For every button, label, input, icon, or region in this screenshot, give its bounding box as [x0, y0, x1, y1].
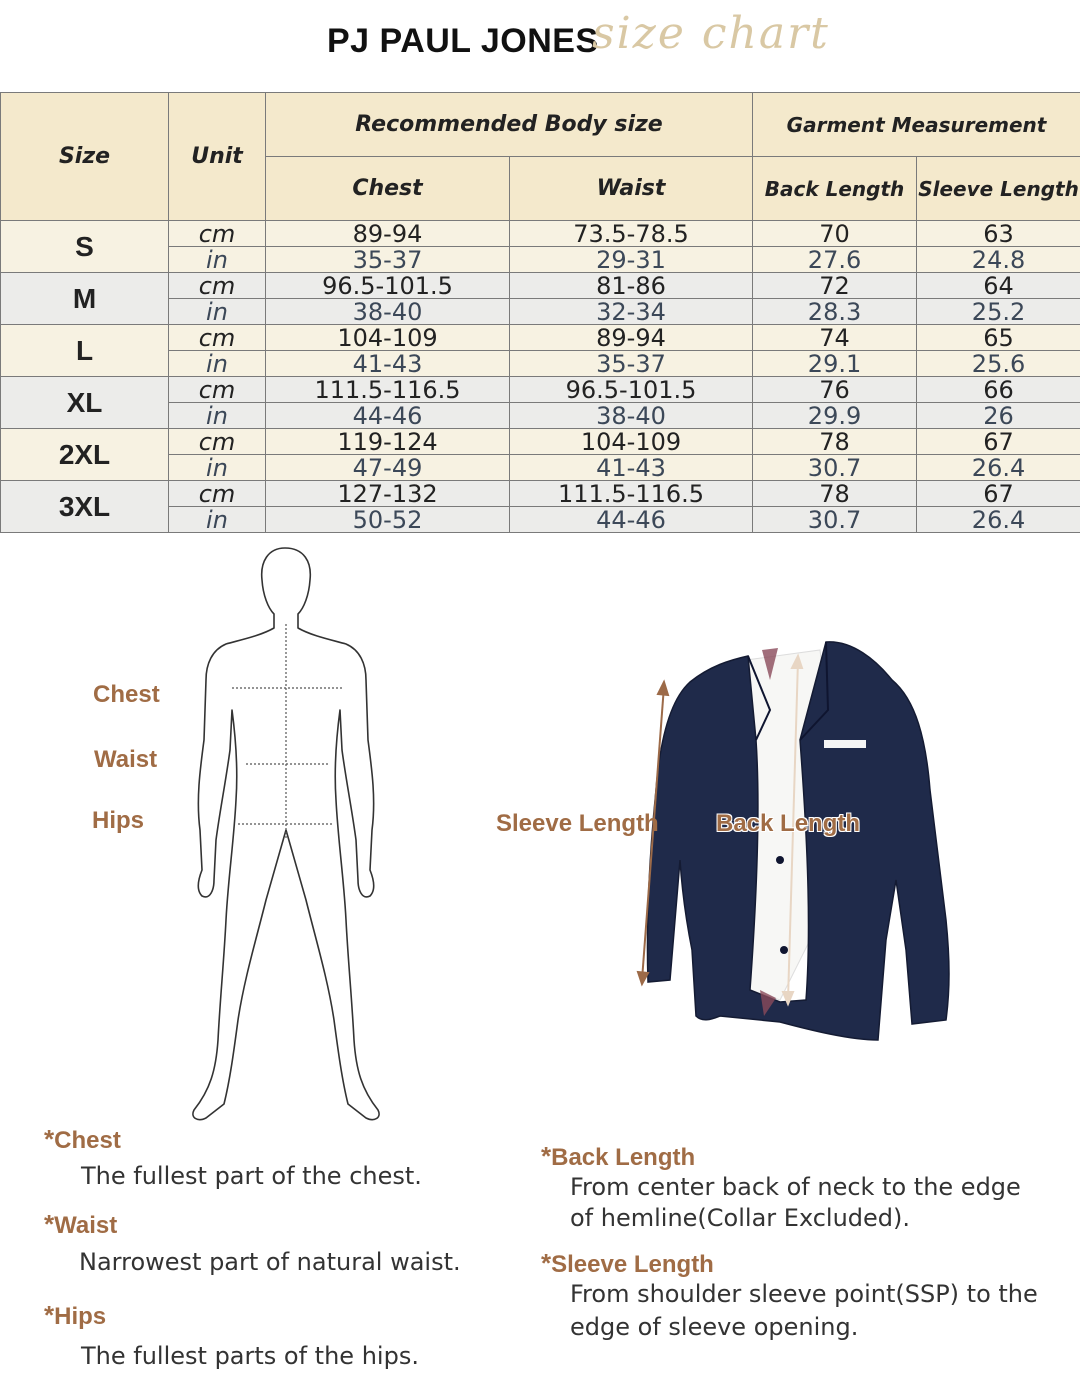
table-row — [1, 481, 1080, 507]
unit-cell: cm — [169, 221, 266, 247]
size-chart-script-title: size chart — [592, 8, 830, 59]
sleeve-length-cell: 66 — [917, 377, 1080, 403]
sleeve-length-cell: 67 — [917, 429, 1080, 455]
sleeve-length-cell: 25.6 — [917, 351, 1080, 377]
note-sleeve-length-title: *Sleeve Length — [541, 1248, 714, 1278]
unit-cell: cm — [169, 325, 266, 351]
unit-cell: in — [169, 403, 266, 429]
unit-cell: in — [169, 351, 266, 377]
waist-cell: 29-31 — [510, 247, 753, 273]
star-icon: * — [541, 1141, 552, 1171]
note-back-length-title: *Back Length — [541, 1141, 696, 1171]
sleeve-length-cell: 26 — [917, 403, 1080, 429]
back-length-cell: 28.3 — [753, 299, 917, 325]
chest-cell: 119-124 — [266, 429, 510, 455]
size-table — [0, 92, 1080, 533]
header-waist: Waist — [510, 157, 753, 221]
back-length-cell: 30.7 — [753, 455, 917, 481]
chest-cell: 38-40 — [266, 299, 510, 325]
waist-cell: 41-43 — [510, 455, 753, 481]
back-length-cell: 74 — [753, 325, 917, 351]
sleeve-length-cell: 67 — [917, 481, 1080, 507]
back-length-cell: 29.1 — [753, 351, 917, 377]
note-waist-title: *Waist — [44, 1209, 118, 1239]
back-length-cell: 78 — [753, 481, 917, 507]
body-label-chest: Chest — [93, 681, 160, 708]
sleeve-length-cell: 24.8 — [917, 247, 1080, 273]
back-length-cell: 27.6 — [753, 247, 917, 273]
star-icon: * — [44, 1300, 55, 1330]
waist-cell: 81-86 — [510, 273, 753, 299]
sleeve-length-cell: 65 — [917, 325, 1080, 351]
jacket-label-back-length: Back Length — [716, 810, 861, 837]
note-back-length-line2: of hemline(Collar Excluded). — [570, 1204, 911, 1232]
chest-cell: 50-52 — [266, 507, 510, 533]
star-icon: * — [44, 1209, 55, 1239]
back-length-cell: 29.9 — [753, 403, 917, 429]
table-row — [1, 273, 1080, 299]
note-back-length-line1: From center back of neck to the edge — [570, 1173, 1021, 1201]
chest-cell: 47-49 — [266, 455, 510, 481]
chest-cell: 89-94 — [266, 221, 510, 247]
note-chest-text: The fullest part of the chest. — [81, 1162, 422, 1190]
body-outline-figure — [180, 540, 410, 1130]
header-back-length: Back Length — [753, 157, 917, 221]
waist-cell: 89-94 — [510, 325, 753, 351]
note-waist-text: Narrowest part of natural waist. — [79, 1248, 461, 1276]
table-row — [1, 325, 1080, 351]
size-label: S — [1, 221, 169, 273]
brand-name: PJ PAUL JONES — [327, 22, 599, 60]
back-length-cell: 76 — [753, 377, 917, 403]
back-length-cell: 78 — [753, 429, 917, 455]
unit-cell: in — [169, 507, 266, 533]
unit-cell: in — [169, 455, 266, 481]
note-sleeve-length-line1: From shoulder sleeve point(SSP) to the — [570, 1280, 1038, 1308]
back-length-cell: 72 — [753, 273, 917, 299]
header-garment-measurement: Garment Measurement — [753, 93, 1080, 157]
waist-cell: 96.5-101.5 — [510, 377, 753, 403]
header-unit: Unit — [169, 93, 266, 221]
chest-cell: 41-43 — [266, 351, 510, 377]
sleeve-length-cell: 63 — [917, 221, 1080, 247]
note-chest-title: *Chest — [44, 1124, 121, 1154]
size-label: M — [1, 273, 169, 325]
size-label: 2XL — [1, 429, 169, 481]
waist-cell: 73.5-78.5 — [510, 221, 753, 247]
unit-cell: in — [169, 299, 266, 325]
title-area — [0, 0, 1080, 92]
header-sleeve-length: Sleeve Length — [917, 157, 1080, 221]
waist-cell: 104-109 — [510, 429, 753, 455]
chest-cell: 44-46 — [266, 403, 510, 429]
unit-cell: cm — [169, 273, 266, 299]
star-icon: * — [541, 1248, 552, 1278]
unit-cell: cm — [169, 481, 266, 507]
waist-cell: 44-46 — [510, 507, 753, 533]
chest-cell: 96.5-101.5 — [266, 273, 510, 299]
header-recommended-body-size: Recommended Body size — [266, 93, 753, 157]
unit-cell: cm — [169, 377, 266, 403]
header-size: Size — [1, 93, 169, 221]
size-label: L — [1, 325, 169, 377]
back-length-cell: 30.7 — [753, 507, 917, 533]
unit-cell: in — [169, 247, 266, 273]
sleeve-length-cell: 26.4 — [917, 507, 1080, 533]
chest-cell: 35-37 — [266, 247, 510, 273]
star-icon: * — [44, 1124, 55, 1154]
header-chest: Chest — [266, 157, 510, 221]
back-length-cell: 70 — [753, 221, 917, 247]
table-row — [1, 221, 1080, 247]
chest-cell: 104-109 — [266, 325, 510, 351]
size-label: 3XL — [1, 481, 169, 533]
chest-cell: 127-132 — [266, 481, 510, 507]
waist-cell: 111.5-116.5 — [510, 481, 753, 507]
table-row — [1, 429, 1080, 455]
body-label-hips: Hips — [92, 807, 145, 834]
size-label: XL — [1, 377, 169, 429]
waist-cell: 35-37 — [510, 351, 753, 377]
sleeve-length-cell: 64 — [917, 273, 1080, 299]
note-hips-title: *Hips — [44, 1300, 107, 1330]
body-label-waist: Waist — [94, 746, 158, 773]
waist-cell: 32-34 — [510, 299, 753, 325]
sleeve-length-cell: 26.4 — [917, 455, 1080, 481]
unit-cell: cm — [169, 429, 266, 455]
note-hips-text: The fullest parts of the hips. — [81, 1342, 419, 1370]
table-row — [1, 377, 1080, 403]
note-sleeve-length-line2: edge of sleeve opening. — [570, 1313, 859, 1341]
sleeve-length-cell: 25.2 — [917, 299, 1080, 325]
chest-cell: 111.5-116.5 — [266, 377, 510, 403]
jacket-label-sleeve-length: Sleeve Length — [496, 810, 659, 837]
waist-cell: 38-40 — [510, 403, 753, 429]
